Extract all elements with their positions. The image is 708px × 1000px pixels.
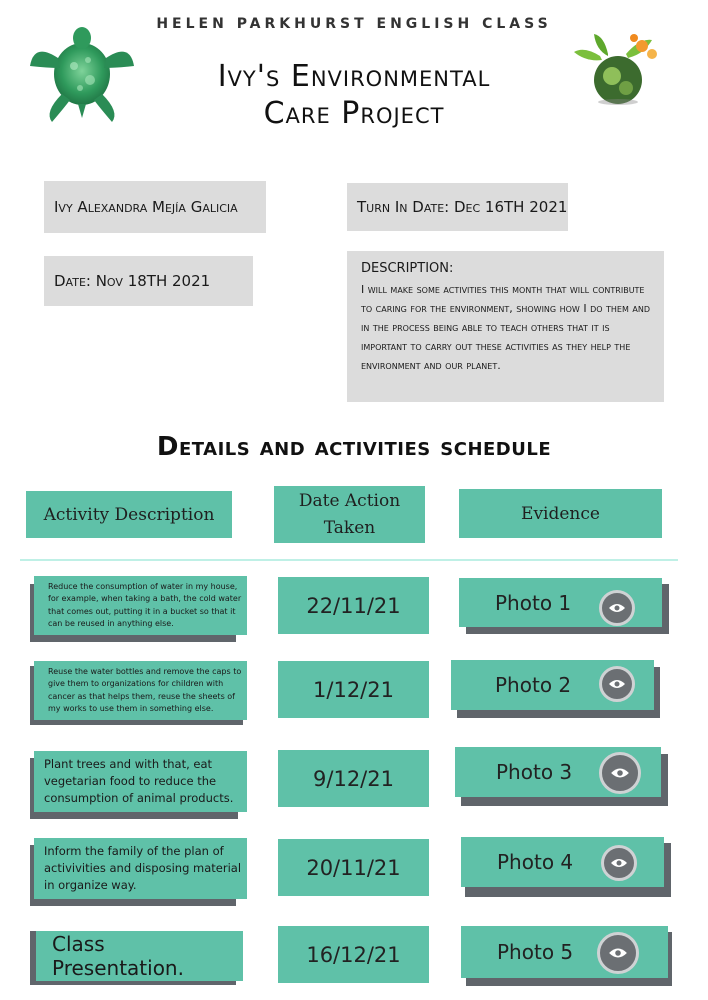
sea-turtle-logo <box>26 22 138 126</box>
title-line-2: Care Project <box>263 96 445 131</box>
plant-globe-logo <box>570 30 666 106</box>
activity-card <box>34 838 247 899</box>
description-box <box>347 251 664 402</box>
date-cell: 1/12/21 <box>278 661 429 718</box>
activity-card <box>34 661 247 720</box>
description-heading: DESCRIPTION: <box>361 261 454 276</box>
eye-icon[interactable] <box>599 666 635 702</box>
turn-in-date-box <box>347 183 568 231</box>
activity-card <box>34 576 247 635</box>
evidence-photo-1[interactable] <box>459 578 662 627</box>
header-divider <box>20 559 678 561</box>
activity-card <box>34 751 247 812</box>
evidence-photo-4[interactable] <box>461 837 664 887</box>
evidence-label: Photo 5 <box>497 940 574 964</box>
student-name-box <box>44 181 266 233</box>
page-title <box>150 58 558 132</box>
column-header-evidence: Evidence <box>459 489 662 538</box>
eye-icon[interactable] <box>601 845 637 881</box>
student-name: Ivy Alexandra Mejía Galicia <box>54 198 238 216</box>
eye-icon[interactable] <box>599 590 635 626</box>
activity-text: Reuse the water bottles and remove the caps to give them to organizations for children with cancer as that helps them, reuse the sheets of my works to use them in something else. <box>48 666 242 713</box>
turn-in-date-text: Turn In Date: Dec 16TH 2021 <box>357 198 568 216</box>
evidence-label: Photo 4 <box>497 850 574 874</box>
date-text: Date: Nov 18TH 2021 <box>54 272 211 290</box>
date-cell: 22/11/21 <box>278 577 429 634</box>
activity-card <box>36 931 243 981</box>
eye-icon[interactable] <box>597 932 639 974</box>
evidence-photo-3[interactable] <box>455 747 661 797</box>
evidence-label: Photo 1 <box>495 590 572 615</box>
date-box <box>44 256 253 306</box>
class-name: HELEN PARKHURST ENGLISH CLASS <box>156 16 552 32</box>
evidence-photo-2[interactable] <box>451 660 654 710</box>
evidence-label: Photo 3 <box>496 760 573 784</box>
section-title: Details and activities schedule <box>156 432 552 462</box>
activity-text: Inform the family of the plan of activivities and disposing material in organize way. <box>44 844 242 892</box>
evidence-label: Photo 2 <box>495 673 572 697</box>
activity-text: Class Presentation. <box>52 932 184 980</box>
evidence-photo-5[interactable] <box>461 926 668 978</box>
date-cell: 9/12/21 <box>278 750 429 807</box>
description-text: I will make some activities this month that will contribute to caring for the environment, showing how I do them and in the process being able to teach others that it is important to carry out these activities as they help the environment and our planet. <box>361 283 651 372</box>
activity-text: Plant trees and with that, eat vegetarian food to reduce the consumption of animal products. <box>44 757 234 805</box>
column-header-date: Date Action Taken <box>274 486 425 543</box>
date-cell: 16/12/21 <box>278 926 429 983</box>
column-header-activity: Activity Description <box>26 491 232 538</box>
activity-text: Reduce the consumption of water in my house, for example, when taking a bath, the cold water that comes out, putting it in a bucket so that it can be reused in anything else. <box>48 581 242 628</box>
date-cell: 20/11/21 <box>278 839 429 896</box>
eye-icon[interactable] <box>599 752 641 794</box>
title-line-1: Ivy's Environmental <box>217 59 491 94</box>
